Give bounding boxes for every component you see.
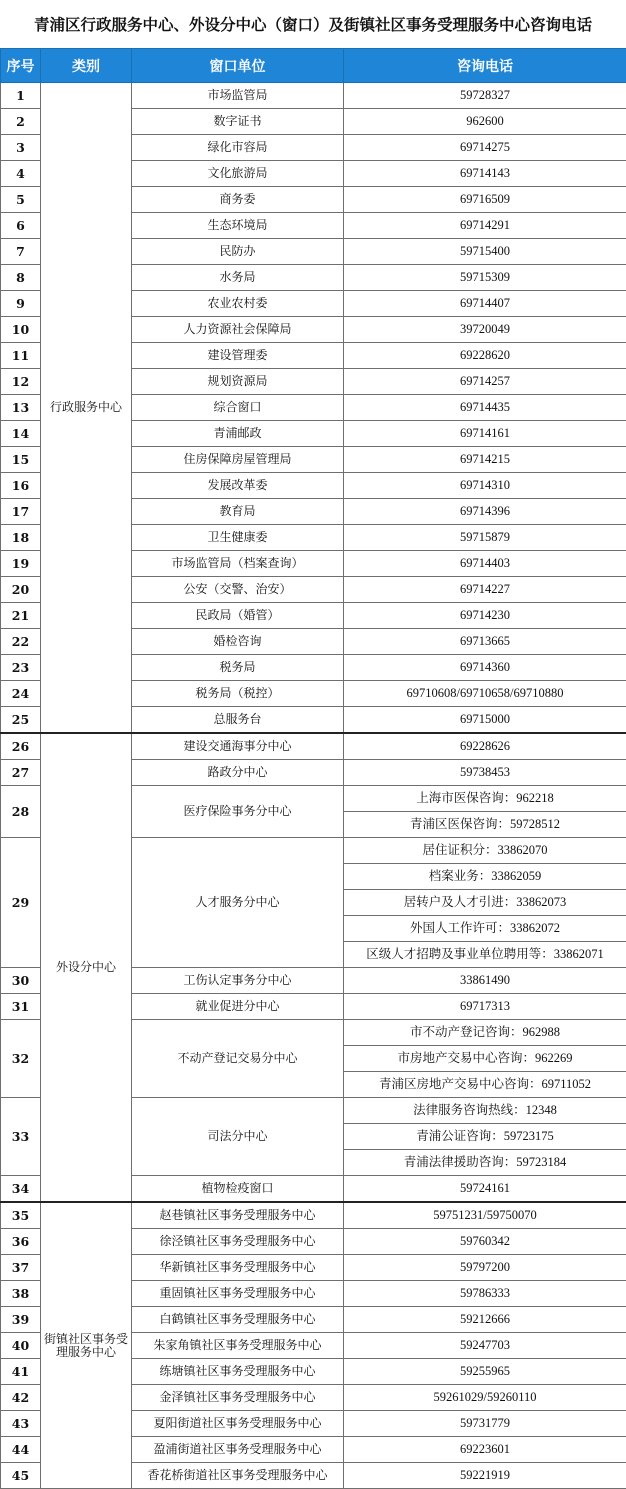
window-unit: 规划资源局 [132,369,344,395]
header-row [1,49,626,83]
phone-number: 59247703 [344,1333,626,1359]
category-cell: 外设分中心 [41,733,132,1202]
phone-number: 69714360 [344,655,626,681]
window-unit: 婚检咨询 [132,629,344,655]
phone-number: 居住证积分：33862070 [344,838,626,864]
table-row [1,1202,626,1229]
window-unit: 香花桥街道社区事务受理服务中心 [132,1463,344,1489]
row-number: 32 [1,1020,41,1098]
row-number: 8 [1,265,41,291]
window-unit: 绿化市容局 [132,135,344,161]
row-number: 14 [1,421,41,447]
window-unit: 路政分中心 [132,760,344,786]
window-unit: 总服务台 [132,707,344,734]
phone-number: 69714227 [344,577,626,603]
phone-number: 69223601 [344,1437,626,1463]
row-number: 43 [1,1411,41,1437]
category-cell: 行政服务中心 [41,83,132,734]
phone-number: 59728327 [344,83,626,109]
phone-number: 上海市医保咨询：962218 [344,786,626,812]
window-unit: 生态环境局 [132,213,344,239]
page-title: 青浦区行政服务中心、外设分中心（窗口）及街镇社区事务受理服务中心咨询电话 [0,0,626,48]
row-number: 21 [1,603,41,629]
window-unit: 民政局（婚管） [132,603,344,629]
row-number: 34 [1,1176,41,1203]
phone-number: 33861490 [344,968,626,994]
window-unit: 徐泾镇社区事务受理服务中心 [132,1229,344,1255]
window-unit: 建设交通海事分中心 [132,733,344,760]
window-unit: 华新镇社区事务受理服务中心 [132,1255,344,1281]
window-unit: 公安（交警、治安） [132,577,344,603]
window-unit: 就业促进分中心 [132,994,344,1020]
window-unit: 市场监管局（档案查询） [132,551,344,577]
phone-directory-table [0,48,626,1489]
window-unit: 文化旅游局 [132,161,344,187]
phone-number: 市房地产交易中心咨询：962269 [344,1046,626,1072]
header-no: 序号 [1,49,41,83]
row-number: 40 [1,1333,41,1359]
phone-number: 青浦公证咨询：59723175 [344,1124,626,1150]
window-unit: 市场监管局 [132,83,344,109]
phone-number: 档案业务：33862059 [344,864,626,890]
phone-number: 69714310 [344,473,626,499]
window-unit: 农业农村委 [132,291,344,317]
phone-number: 青浦区房地产交易中心咨询：69711052 [344,1072,626,1098]
phone-number: 法律服务咨询热线：12348 [344,1098,626,1124]
row-number: 1 [1,83,41,109]
row-number: 17 [1,499,41,525]
table-row [1,733,626,760]
phone-number: 69713665 [344,629,626,655]
window-unit: 税务局 [132,655,344,681]
phone-number: 青浦区医保咨询：59728512 [344,812,626,838]
phone-number: 69714275 [344,135,626,161]
phone-number: 青浦法律援助咨询：59723184 [344,1150,626,1176]
phone-number: 69714161 [344,421,626,447]
row-number: 30 [1,968,41,994]
phone-number: 69714396 [344,499,626,525]
phone-number: 69710608/69710658/69710880 [344,681,626,707]
window-unit: 重固镇社区事务受理服务中心 [132,1281,344,1307]
window-unit: 教育局 [132,499,344,525]
row-number: 15 [1,447,41,473]
phone-number: 59255965 [344,1359,626,1385]
row-number: 28 [1,786,41,838]
row-number: 22 [1,629,41,655]
window-unit: 不动产登记交易分中心 [132,1020,344,1098]
row-number: 42 [1,1385,41,1411]
window-unit: 税务局（税控） [132,681,344,707]
window-unit: 白鹤镇社区事务受理服务中心 [132,1307,344,1333]
window-unit: 赵巷镇社区事务受理服务中心 [132,1202,344,1229]
table-body [1,83,626,1489]
phone-number: 69714435 [344,395,626,421]
window-unit: 朱家角镇社区事务受理服务中心 [132,1333,344,1359]
phone-number: 59715309 [344,265,626,291]
phone-number: 69714291 [344,213,626,239]
window-unit: 住房保障房屋管理局 [132,447,344,473]
row-number: 7 [1,239,41,265]
row-number: 10 [1,317,41,343]
phone-number: 59731779 [344,1411,626,1437]
phone-number: 69714215 [344,447,626,473]
window-unit: 夏阳街道社区事务受理服务中心 [132,1411,344,1437]
header-category: 类别 [41,49,132,83]
window-unit: 金泽镇社区事务受理服务中心 [132,1385,344,1411]
phone-number: 区级人才招聘及事业单位聘用等：33862071 [344,942,626,968]
row-number: 37 [1,1255,41,1281]
phone-number: 59221919 [344,1463,626,1489]
window-unit: 医疗保险事务分中心 [132,786,344,838]
window-unit: 植物检疫窗口 [132,1176,344,1203]
window-unit: 人才服务分中心 [132,838,344,968]
row-number: 16 [1,473,41,499]
row-number: 9 [1,291,41,317]
row-number: 38 [1,1281,41,1307]
phone-number: 69717313 [344,994,626,1020]
phone-number: 69714143 [344,161,626,187]
row-number: 29 [1,838,41,968]
phone-number: 69714257 [344,369,626,395]
window-unit: 练塘镇社区事务受理服务中心 [132,1359,344,1385]
phone-number: 69228626 [344,733,626,760]
window-unit: 建设管理委 [132,343,344,369]
phone-number: 59751231/59750070 [344,1202,626,1229]
row-number: 5 [1,187,41,213]
table-row [1,83,626,109]
window-unit: 人力资源社会保障局 [132,317,344,343]
row-number: 45 [1,1463,41,1489]
row-number: 11 [1,343,41,369]
phone-number: 69716509 [344,187,626,213]
window-unit: 司法分中心 [132,1098,344,1176]
phone-number: 59786333 [344,1281,626,1307]
phone-number: 69715000 [344,707,626,734]
window-unit: 工伤认定事务分中心 [132,968,344,994]
row-number: 25 [1,707,41,734]
window-unit: 盈浦街道社区事务受理服务中心 [132,1437,344,1463]
row-number: 31 [1,994,41,1020]
phone-number: 962600 [344,109,626,135]
phone-number: 59724161 [344,1176,626,1203]
row-number: 4 [1,161,41,187]
row-number: 35 [1,1202,41,1229]
phone-number: 59797200 [344,1255,626,1281]
row-number: 26 [1,733,41,760]
window-unit: 青浦邮政 [132,421,344,447]
row-number: 13 [1,395,41,421]
row-number: 44 [1,1437,41,1463]
row-number: 2 [1,109,41,135]
window-unit: 民防办 [132,239,344,265]
row-number: 12 [1,369,41,395]
phone-number: 59715879 [344,525,626,551]
row-number: 41 [1,1359,41,1385]
phone-number: 69714230 [344,603,626,629]
phone-number: 59760342 [344,1229,626,1255]
phone-number: 59715400 [344,239,626,265]
window-unit: 卫生健康委 [132,525,344,551]
phone-number: 59212666 [344,1307,626,1333]
row-number: 6 [1,213,41,239]
phone-number: 69714407 [344,291,626,317]
phone-number: 外国人工作许可：33862072 [344,916,626,942]
window-unit: 发展改革委 [132,473,344,499]
row-number: 18 [1,525,41,551]
phone-number: 居转户及人才引进：33862073 [344,890,626,916]
row-number: 24 [1,681,41,707]
row-number: 23 [1,655,41,681]
phone-number: 69228620 [344,343,626,369]
phone-number: 市不动产登记咨询：962988 [344,1020,626,1046]
window-unit: 商务委 [132,187,344,213]
phone-number: 39720049 [344,317,626,343]
window-unit: 综合窗口 [132,395,344,421]
row-number: 39 [1,1307,41,1333]
phone-number: 69714403 [344,551,626,577]
phone-number: 59261029/59260110 [344,1385,626,1411]
header-unit: 窗口单位 [132,49,344,83]
row-number: 36 [1,1229,41,1255]
category-cell: 街镇社区事务受理服务中心 [41,1202,132,1489]
row-number: 20 [1,577,41,603]
row-number: 3 [1,135,41,161]
row-number: 19 [1,551,41,577]
header-phone: 咨询电话 [344,49,626,83]
window-unit: 水务局 [132,265,344,291]
row-number: 27 [1,760,41,786]
row-number: 33 [1,1098,41,1176]
window-unit: 数字证书 [132,109,344,135]
phone-number: 59738453 [344,760,626,786]
